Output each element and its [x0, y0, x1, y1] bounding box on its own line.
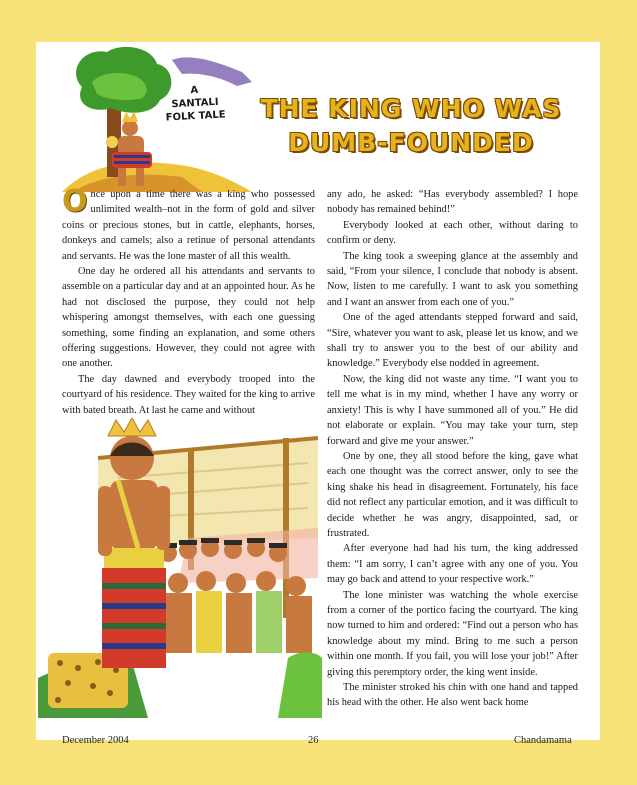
paragraph-text: nce upon a time there was a king who possessed unlimited wealth–not in the form of gold and silver coins or precious stones, but in cattle, elephants, horses, donkeys and camels; also a retinue of personal attendants and servants. He was the lone master of all this wealth.	[62, 189, 315, 262]
right-text-column	[327, 187, 578, 711]
title-line-1: THE KING WHO WAS	[260, 94, 562, 123]
paragraph: The minister stroked his chin with one hand and tapped his head with the other. He also went back home	[327, 682, 578, 709]
left-text-column	[62, 184, 315, 418]
title-line-2: DUMB-FOUNDED	[288, 128, 534, 157]
king-court-illustration	[38, 418, 322, 718]
paragraph: After everyone had had his turn, the king addressed them: “I am sorry, I can’t agree with any one of you. You may go back and attend to your respective work.”	[327, 543, 578, 586]
footer-date: December 2004	[62, 735, 129, 746]
badge-line-2: SANTALI	[171, 96, 219, 111]
paragraph: One day he ordered all his attendants and servants to assemble on a particular day and at an appointed hour. As he had not disclosed the purpose, they could not help whispering amongst themselves, with each one guessing something, some finding an explanation, and some others offering suggestions. However, they could not agree with one another.	[62, 266, 315, 370]
paragraph: One of the aged attendants stepped forward and said, “Sire, whatever you want to ask, please let us know, and we shall try to answer you to the best of our ability and knowledge.” Everybody else nodded in agreement.	[327, 312, 578, 370]
paragraph: Everybody looked at each other, without daring to confirm or deny.	[327, 219, 578, 247]
footer-publication: Chandamama	[514, 735, 572, 746]
drop-cap: O	[62, 184, 88, 219]
paragraph: any ado, he asked: “Has everybody assembled? I hope nobody has remained behind!”	[327, 189, 578, 216]
badge-line-1: A	[190, 84, 199, 97]
badge-line-3: FOLK TALE	[165, 109, 226, 124]
paragraph: The king took a sweeping glance at the assembly and said, “From your silence, I conclude that nobody is absent. Now, listen to me carefully. I want to ask you something and I want an answer from each one of you.”	[327, 250, 578, 308]
folk-tale-badge	[154, 82, 236, 125]
paragraph: The lone minister was watching the whole exercise from a corner of the portico facing the courtyard. The king now turned to him and ordered: “Find out a person who has knowledge about my mind. Bring to me such a person within one month. If you fail, you will lose your job!” After giving this peremptory order, the king went inside.	[327, 589, 578, 678]
footer-page-number: 26	[308, 735, 319, 746]
paragraph: Now, the king did not waste any time. “I want you to tell me what is in my mind, whether I have any worry or anxiety! This is why I have summoned all of you.” He did not elaborate or explain. “You may take your turn, step forward and give me your answer.”	[327, 373, 578, 447]
paragraph	[62, 184, 315, 264]
paragraph: One by one, they all stood before the king, gave what each one thought was the correct answer, only to see the king shake his head in disagreement. Fortunately, his face did not reflect any particular emotion, and it was difficult to decide whether he was angry, disappointed, sad, or frustrated.	[327, 450, 578, 539]
paragraph: The day dawned and everybody trooped into the courtyard of his residence. They waited for the king to arrive with bated breath. At last he came and without	[62, 373, 315, 416]
story-title	[246, 92, 576, 160]
